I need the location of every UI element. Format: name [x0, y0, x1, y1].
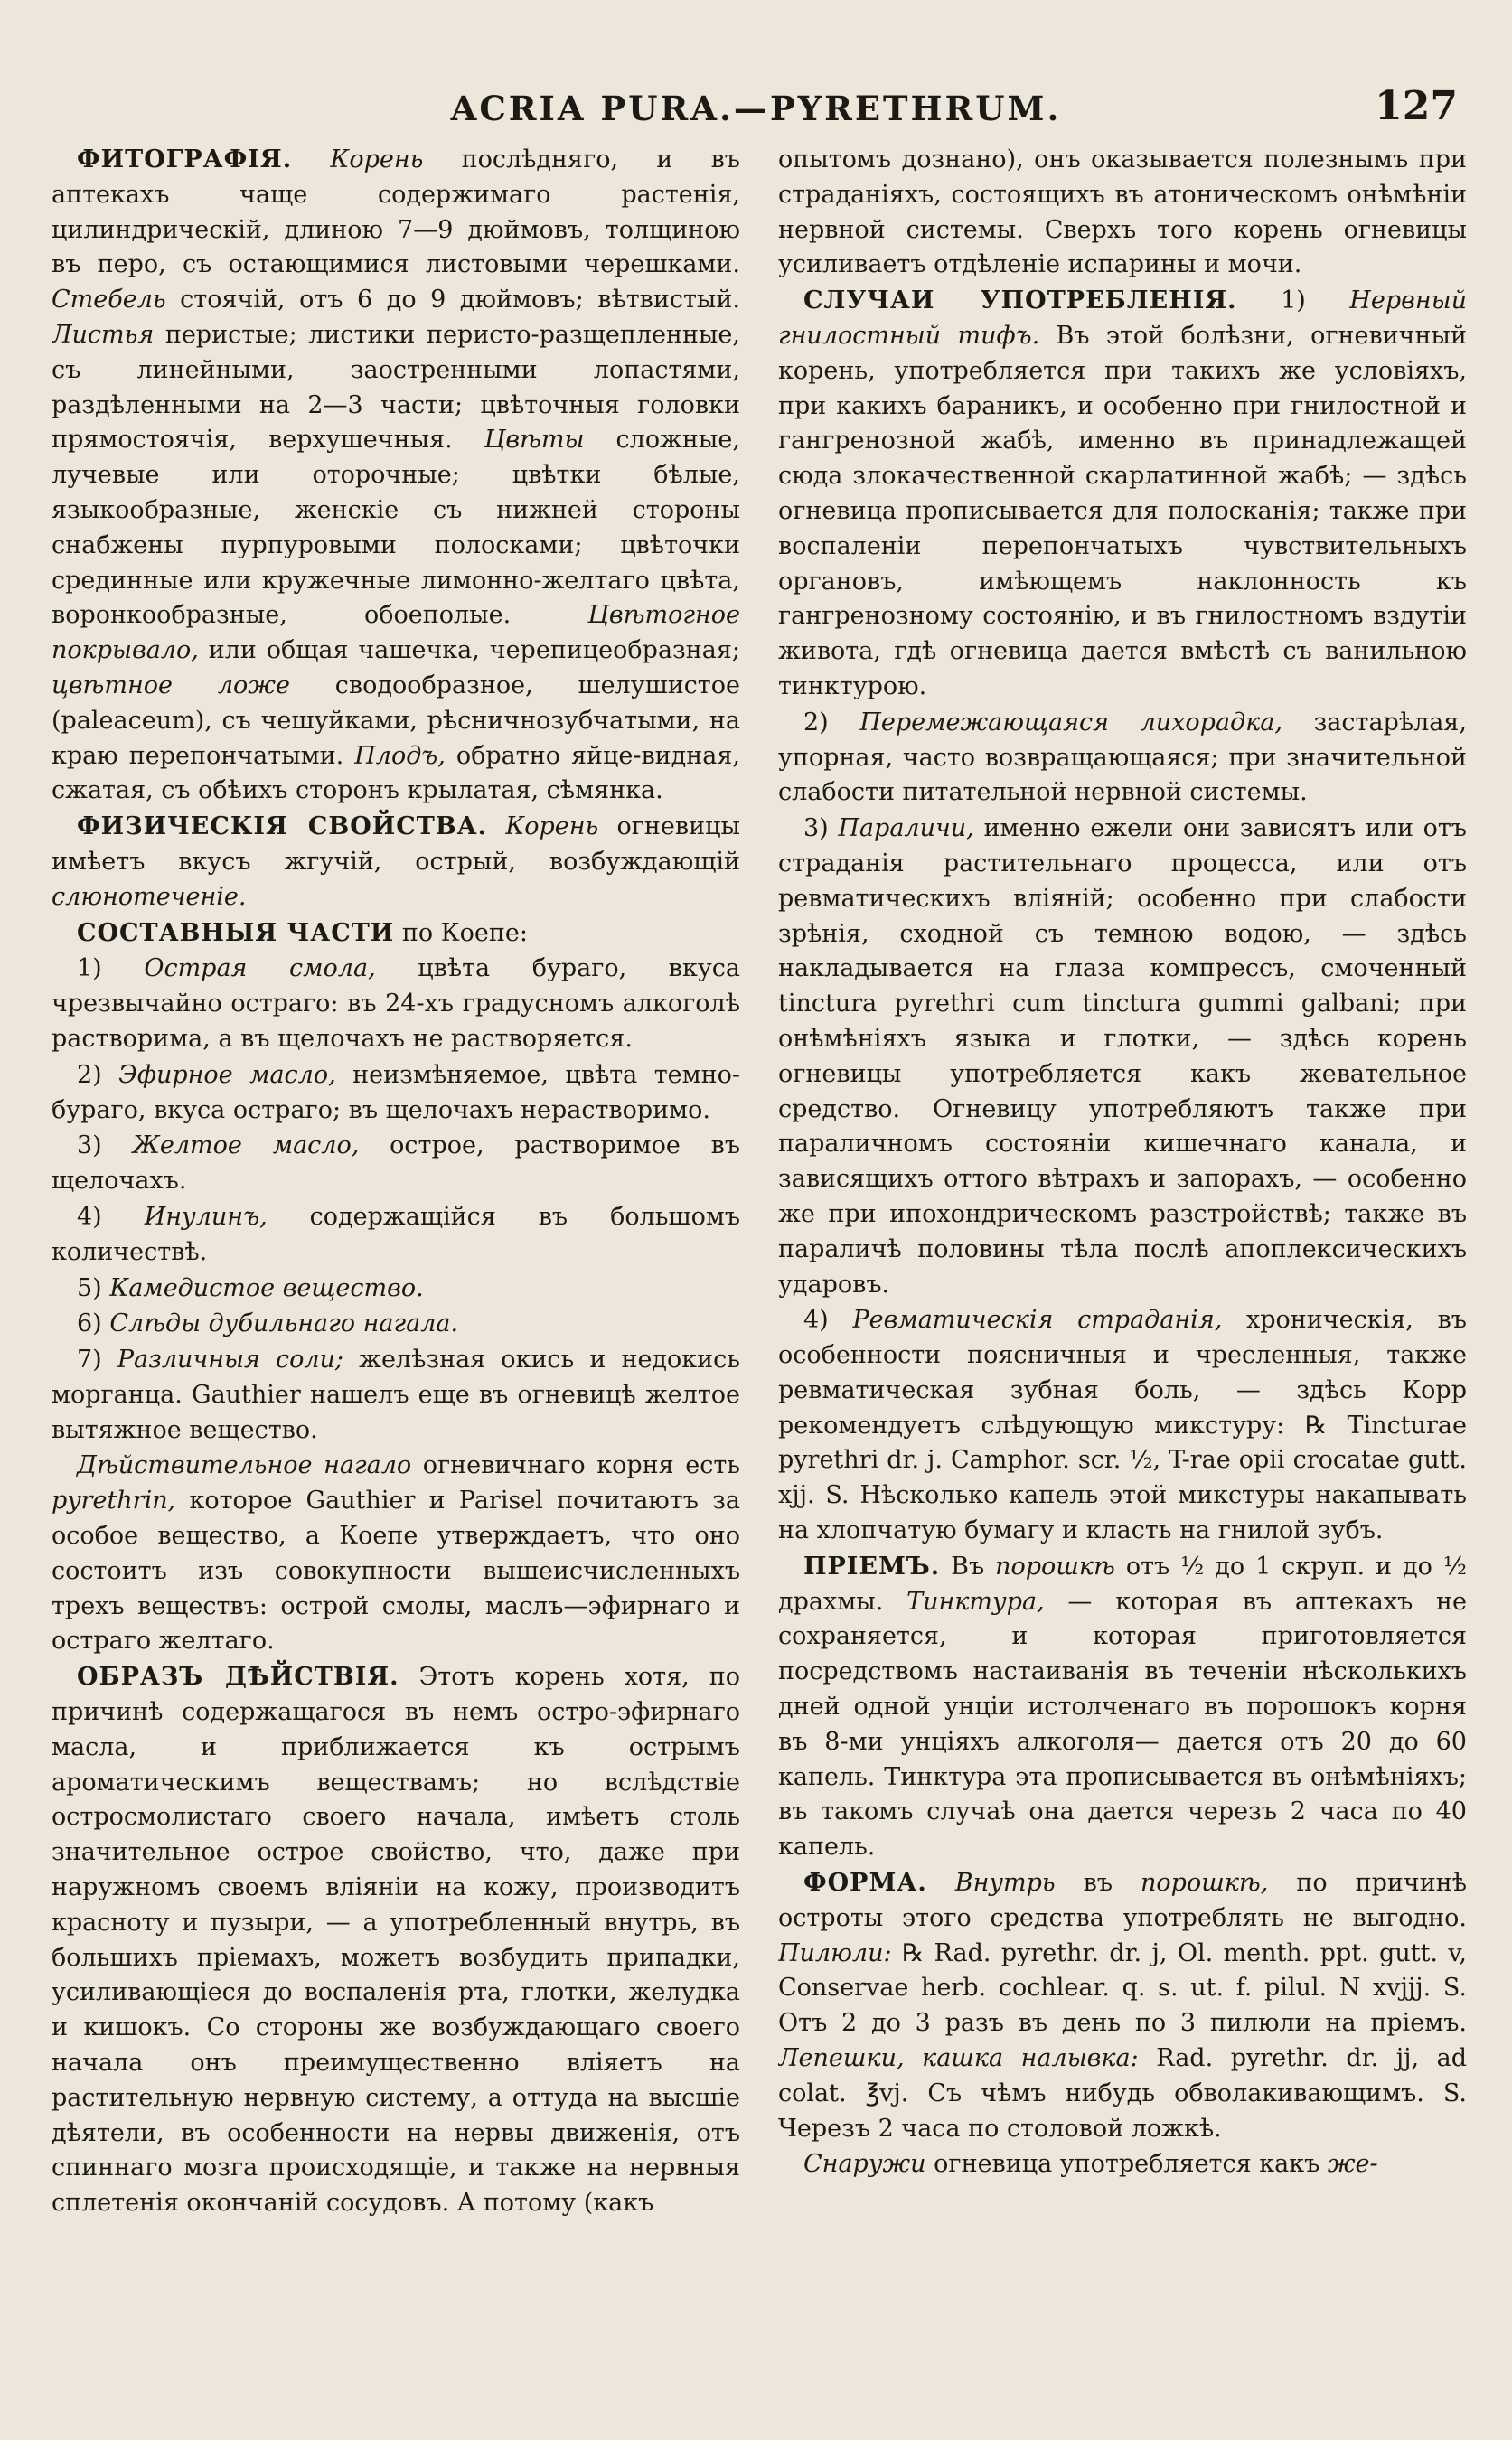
- component-item-7: [52, 1343, 740, 1448]
- right-column: [778, 143, 1467, 2420]
- italic-term: Стебель: [52, 286, 166, 314]
- section-heading: ПРІЕМЪ.: [803, 1552, 941, 1581]
- body-text: хроническія, въ особенности поясничныя и чресленныя, также ревматическая зубная боль, — здѣсь Корр рекомендуетъ слѣдующую микстуру: ℞ Tincturae pyrethri dr. j. Camphor. scr. ½, T-rae opii crocatae gutt. xjj. S. Нѣсколько капель этой микстуры накапывать на хлопчатую бумагу и класть на гнилой зубъ.: [778, 1306, 1467, 1545]
- component-item-2: [52, 1058, 740, 1129]
- component-item-1: [52, 952, 740, 1056]
- item-number: 7): [77, 1346, 102, 1375]
- italic-term: Инулинъ,: [144, 1202, 268, 1231]
- body-text: отъ ½ до 1 скруп. и до ½ драхмы.: [778, 1552, 1467, 1616]
- body-text: неизмѣняемое, цвѣта темно-бураго, вкуса остраго; въ щелочахъ нерастворимо.: [52, 1060, 740, 1124]
- body-text: или общая чашечка, черепицеобразная;: [208, 636, 740, 665]
- body-text: огневица употребляется какъ: [934, 2150, 1320, 2179]
- mode-of-action-paragraph: [52, 1660, 740, 2221]
- item-number: 1): [1281, 286, 1306, 315]
- italic-term: Цвѣты: [484, 426, 585, 455]
- italic-term: порошкѣ,: [1141, 1869, 1269, 1898]
- item-number: 3): [803, 814, 829, 843]
- body-text: сложные, лучевые или оторочные; цвѣтки бѣлые, языкообразные, женскіе съ нижней стороны снабжены пурпуровыми полосками; цвѣточки срединные или кружечные лимонно-желтаго цвѣта, воронкообразные, обоеполые.: [52, 426, 740, 630]
- body-text: желѣзная окись и недокись морганца. Gauthier нашелъ еще въ огневицѣ желтое вытяжное вещество.: [52, 1346, 740, 1444]
- body-text: перистые; листики перисто-разщепленные, съ линейными, заостренными лопастями, раздѣленными на 2—3 части; цвѣточныя головки прямостоячія, верхушечныя.: [52, 320, 740, 455]
- italic-term: Тинктура,: [906, 1587, 1045, 1616]
- italic-term: слюнотеченіе.: [52, 882, 247, 911]
- section-heading: ФИТОГРАФІЯ.: [77, 145, 293, 174]
- body-text: сводообразное, шелушистое (paleaceum), съ чешуйками, рѣсничнозубчатыми, на краю перепончатыми.: [52, 671, 740, 770]
- italic-term: Перемежающаяся лихорадка,: [859, 708, 1282, 737]
- cases-of-use-paragraph: [778, 284, 1467, 705]
- body-text: застарѣлая, упорная, часто возвращающаяся; при значительной слабости питательной нервной системы.: [778, 708, 1467, 807]
- section-heading: ФОРМА.: [803, 1869, 927, 1898]
- body-text: ℞ Rad. pyrethr. dr. j, Ol. menth. ppt. gutt. v, Conservae herb. cochlear. q. s. ut. f. pilul. N xvjjj. S. Отъ 2 до 3 разъ въ день по 3 пилюли на пріемъ.: [778, 1938, 1467, 2038]
- body-text: огневичнаго корня есть: [422, 1451, 740, 1480]
- italic-term: Желтое масло,: [132, 1131, 360, 1160]
- italic-term: же-: [1327, 2150, 1378, 2179]
- italic-term: Снаружи: [803, 2150, 926, 2179]
- body-text: опытомъ дознано), онъ оказывается полезнымъ при страданіяхъ, состоящихъ въ атоническомъ онѣмѣніи нервной системы. Сверхъ того корень огневицы усиливаетъ отдѣленіе испарины и мочи.: [778, 145, 1467, 279]
- component-item-5: [52, 1272, 740, 1307]
- body-text: острое, растворимое въ щелочахъ.: [52, 1131, 740, 1196]
- item-number: 1): [77, 954, 102, 983]
- body-text: Rad. pyrethr. dr. jj, ad colat. ℥vj. Съ чѣмъ нибудь обволакивающимъ. S. Черезъ 2 часа по столовой ложкѣ.: [778, 2044, 1467, 2143]
- body-text: — которая въ аптекахъ не сохраняется, и которая приготовляется посредствомъ настаиванія въ теченіи нѣсколькихъ дней одной унціи истолченаго въ порошокъ корня въ 8-ми унціяхъ алкоголя— дается отъ 20 до 60 капель. Тинктура эта прописывается въ онѣмѣніяхъ; въ такомъ случаѣ она дается черезъ 2 часа по 40 капель.: [778, 1587, 1467, 1862]
- italic-term: Дѣйствительное нагало: [77, 1451, 412, 1480]
- italic-term: Лепешки, кашка налывка:: [778, 2044, 1139, 2073]
- body-text: обратно яйце-видная, сжатая, съ обѣихъ сторонъ крылатая, сѣмянка.: [52, 741, 740, 805]
- italic-term: порошкѣ: [995, 1552, 1115, 1581]
- body-text: Этотъ корень хотя, по причинѣ содержащагося въ немъ остро-эфирнаго масла, и приближается къ острымъ ароматическимъ веществамъ; но вслѣдствіе остросмолистаго своего начала, имѣетъ столь значительное острое свойство, что, даже при наружномъ своемъ вліяніи на кожу, производитъ краснoту и пузыри, — а употребленный внутрь, въ большихъ пріемахъ, можетъ возбудить припадки, усиливающіеся до воспаленія рта, глотки, желудка и кишокъ. Со стороны же возбуждающаго своего начала онъ преимущественно вліяетъ на растительную нервную систему, а оттуда на высшіе дѣятели, въ особенности на нервы движенія, отъ спиннаго мозга происходящіе, и также на нервныя сплетенія окончаній сосудовъ. А потому (какъ: [52, 1663, 740, 2218]
- body-text: которое Gauthier и Parisel почитаютъ за особое вещество, а Коепе утверждаетъ, что оно состоитъ изъ совокупности вышеисчисленныхъ трехъ веществъ: острой смолы, маслъ—эфирнаго и остраго желтаго.: [52, 1487, 740, 1656]
- body-text: содержащійся въ большомъ количествѣ.: [52, 1202, 740, 1266]
- italic-term: Пилюли:: [778, 1938, 892, 1967]
- text-columns: [52, 143, 1467, 2420]
- body-text: Въ: [951, 1552, 985, 1581]
- italic-term: Ревматическія страданія,: [852, 1306, 1223, 1335]
- body-text: Въ этой болѣзни, огневичный корень, употребляется при такихъ же условіяхъ, при какихъ бараникъ, и особенно при гнилостной и гангренозной жабѣ, именно въ принадлежащей сюда злокачественной скарлатинной жабѣ; — здѣсь огневица прописывается для полосканія; также при воспаленіи перепончатыхъ чувствительныхъ органовъ, имѣющемъ наклонность къ гангренозному состоянію, и въ гнилостномъ вздутіи живота, гдѣ огневица дается вмѣстѣ съ ванильною тинктурою.: [778, 321, 1467, 700]
- italic-term: Внутрь: [954, 1869, 1056, 1898]
- page-header: [54, 83, 1458, 143]
- italic-term: Слѣды дубильнаго нагала.: [109, 1309, 459, 1338]
- section-heading: СОСТАВНЫЯ ЧАСТИ: [77, 918, 395, 947]
- italic-term: Нервный гнилостный тифъ.: [778, 286, 1467, 350]
- body-text: стоячій, отъ 6 до 9 дюймовъ; вѣтвистый.: [180, 286, 740, 314]
- form-paragraph: [778, 1866, 1467, 2146]
- body-text: по Коепе:: [401, 918, 528, 947]
- body-text: огневицы имѣетъ вкусъ жгучій, острый, возбуждающій: [52, 812, 740, 876]
- body-text: по причинѣ остроты этого средства употреблять не выгодно.: [778, 1869, 1467, 1932]
- use-item-2: [778, 706, 1467, 811]
- italic-term: Камедистое вещество.: [109, 1273, 424, 1302]
- italic-term: Плодъ,: [354, 741, 446, 770]
- italic-term: цвѣтное ложе: [52, 671, 290, 699]
- use-item-3: [778, 812, 1467, 1302]
- italic-term: Листья: [52, 320, 155, 349]
- item-number: 2): [803, 708, 829, 737]
- component-item-4: [52, 1200, 740, 1271]
- italic-term: Корень: [330, 145, 424, 174]
- body-text: цвѣта бураго, вкуса чрезвычайно остраго: въ 24-хъ градусномъ алкоголѣ растворима, а въ щелочахъ не растворяется.: [52, 954, 740, 1053]
- italic-term: Различныя соли;: [117, 1346, 343, 1375]
- item-number: 5): [77, 1273, 102, 1302]
- section-heading: СЛУЧАИ УПОТРЕБЛЕНІЯ.: [803, 286, 1237, 315]
- continuation-paragraph: [778, 143, 1467, 283]
- use-item-4: [778, 1303, 1467, 1549]
- section-heading: ОБРАЗЪ ДѢЙСТВІЯ.: [77, 1663, 399, 1692]
- left-column: [52, 143, 740, 2420]
- external-use-paragraph: [778, 2147, 1467, 2182]
- page-number: 127: [1375, 83, 1458, 129]
- section-heading: ФИЗИЧЕСКІЯ СВОЙСТВА.: [77, 812, 488, 841]
- italic-term: Корень: [505, 812, 599, 841]
- item-number: 6): [77, 1309, 102, 1338]
- active-principle-paragraph: [52, 1449, 740, 1659]
- components-heading-paragraph: [52, 916, 740, 952]
- body-text: въ: [1083, 1869, 1113, 1898]
- physical-properties-paragraph: [52, 810, 740, 915]
- component-item-3: [52, 1129, 740, 1199]
- item-number: 4): [77, 1202, 102, 1231]
- item-number: 3): [77, 1131, 102, 1160]
- italic-term: Параличи,: [838, 814, 974, 843]
- italic-term: Острая смола,: [144, 954, 376, 983]
- item-number: 2): [77, 1060, 102, 1089]
- italic-term: Эфирное масло,: [118, 1060, 336, 1089]
- body-text: именно ежели они зависятъ или отъ страданія растительнаго процесса, или отъ ревматическихъ вліяній; особенно при слабости зрѣнія, сходной съ темною водою, — здѣсь накладывается на глаза компрессъ, смоченный tinctura pyrethri cum tinctura gummi galbani; при онѣмѣніяхъ языка и глотки, — здѣсь корень огневицы употребляется какъ жевательное средство. Огневицу употребляютъ также при параличномъ состояніи кишечнаго канала, и зависящихъ оттого вѣтрахъ и запорахъ, — особенно же при ипохондрическомъ разстройствѣ; также въ параличѣ половины тѣла послѣ апоплексическихъ ударовъ.: [778, 814, 1467, 1299]
- component-item-6: [52, 1307, 740, 1342]
- italic-term: pyrethrin,: [52, 1487, 176, 1516]
- item-number: 4): [803, 1306, 829, 1335]
- running-title: ACRIA PURA.—PYRETHRUM.: [450, 89, 1062, 128]
- phytography-paragraph: [52, 143, 740, 809]
- body-text: послѣдняго, и въ аптекахъ чаще содержимаго растенія, цилиндрическій, длиною 7—9 дюймовъ, толщиною въ перо, съ остающимися листовыми черешками.: [52, 145, 740, 279]
- italic-term: Цвѣтогное покрывало,: [52, 601, 740, 665]
- dosage-paragraph: [778, 1550, 1467, 1865]
